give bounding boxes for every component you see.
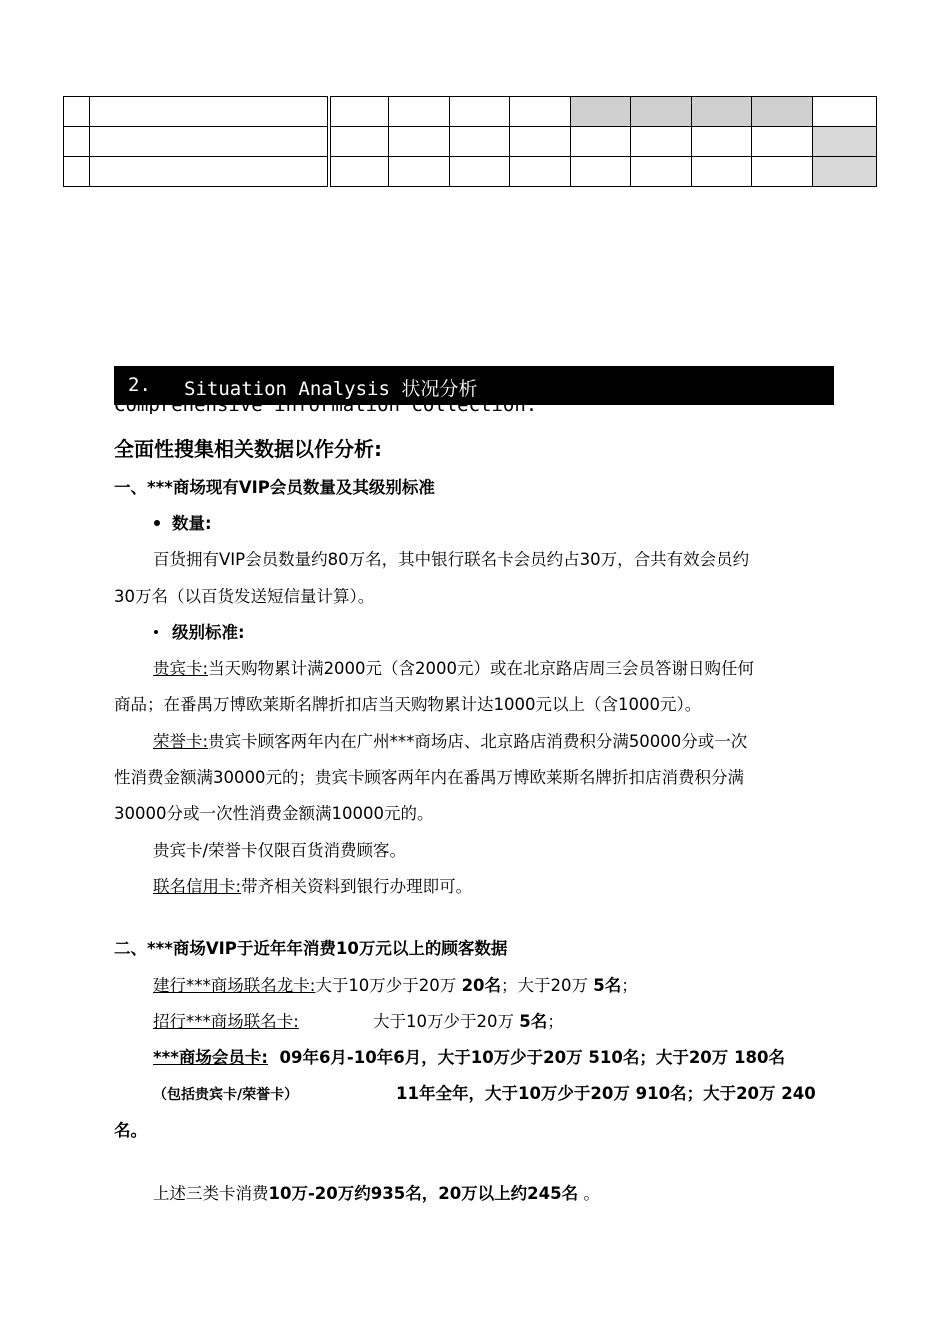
cmb-label: 招行***商场联名卡: [153, 1012, 299, 1031]
ccb-text-b: ；大于20万 [501, 976, 594, 995]
table-cell [510, 127, 571, 157]
table-cell [64, 157, 90, 187]
honor-line-1 [153, 731, 747, 753]
ccb-count-a: 20名 [461, 976, 502, 995]
table-cell-shaded [571, 97, 631, 127]
cobrand-label: 联名信用卡: [153, 877, 242, 896]
table-cell-shaded [813, 157, 877, 187]
bullet-icon [154, 630, 158, 634]
cmb-count-a: 5名 [519, 1012, 548, 1031]
summary-b: 10万-20万约935名，20万以上约245名 [268, 1184, 579, 1203]
ccb-count-b: 5名 [593, 976, 622, 995]
table-cell [450, 97, 510, 127]
table-cell [64, 127, 90, 157]
cobrand-line [153, 876, 472, 898]
level-item [154, 622, 245, 644]
table-cell [450, 127, 510, 157]
cobrand-text: 带齐相关资料到银行办理即可。 [241, 877, 473, 896]
summary-c: 。 [578, 1184, 600, 1203]
card-note: 贵宾卡/荣誉卡仅限百货消费顾客。 [153, 841, 407, 860]
table-cell [329, 127, 389, 157]
member-text-2: 11年全年，大于10万少于20万 910名；大于20万 240 [396, 1084, 816, 1103]
member-text-3: 名。 [114, 1121, 147, 1140]
summary-a: 上述三类卡消费 [153, 1184, 269, 1203]
level-label: 级别标准: [172, 623, 245, 642]
part1-heading: 一、***商场现有VIP会员数量及其级别标准 [114, 478, 435, 497]
honor-text-2: 性消费金额满30000元的；贵宾卡顾客两年内在番禺万博欧莱斯名牌折扣店消费积分满 [114, 768, 744, 787]
table-cell [450, 157, 510, 187]
member-line-1 [153, 1047, 785, 1069]
table-cell [64, 97, 90, 127]
cmb-end: ； [547, 1012, 564, 1031]
table-cell [631, 157, 692, 187]
table-cell [90, 157, 329, 187]
qty-text-2: 30万名（以百货发送短信量计算）。 [114, 587, 375, 606]
table-cell-shaded [631, 97, 692, 127]
honor-label: 荣誉卡: [153, 732, 209, 751]
qty-item [154, 513, 212, 535]
table-cell [510, 157, 571, 187]
honor-text-3: 30000分或一次性消费金额满10000元的。 [114, 804, 434, 823]
cmb-line [153, 1011, 564, 1033]
table-cell [631, 127, 692, 157]
table-cell [692, 157, 752, 187]
table-cell [389, 157, 450, 187]
bullet-icon [154, 520, 160, 526]
table-cell [510, 97, 571, 127]
table-cell [571, 127, 631, 157]
table-row [64, 97, 877, 127]
table-row [64, 157, 877, 187]
ccb-text-a: 大于10万少于20万 [315, 976, 462, 995]
cmb-text-a: 大于10万少于20万 [373, 1012, 520, 1031]
member-text-1: 09年6月-10年6月，大于10万少于20万 510名；大于20万 180名 [279, 1048, 785, 1067]
member-sub: （包括贵宾卡/荣誉卡） [153, 1087, 299, 1103]
gold-text-2: 商品；在番禺万博欧莱斯名牌折扣店当天购物累计达1000元以上（含1000元）。 [114, 695, 702, 714]
honor-text-1: 贵宾卡顾客两年内在广州***商场店、北京路店消费积分满50000分或一次 [208, 732, 748, 751]
summary-line [153, 1183, 600, 1205]
table-cell-shaded [813, 127, 877, 157]
gold-line-1 [153, 658, 754, 680]
part2-heading: 二、***商场VIP于近年年消费10万元以上的顾客数据 [114, 939, 508, 958]
ccb-end: ； [621, 976, 638, 995]
page-heading: 全面性搜集相关数据以作分析: [114, 437, 382, 461]
table-row [64, 127, 877, 157]
qty-text-1: 百货拥有VIP会员数量约80万名，其中银行联名卡会员约占30万，合共有效会员约 [153, 550, 750, 569]
section-title: Situation Analysis 状况分析 [184, 378, 478, 400]
section-number: 2. [128, 374, 151, 396]
table-cell [692, 127, 752, 157]
table-cell [90, 127, 329, 157]
ccb-label: 建行***商场联名龙卡: [153, 976, 316, 995]
qty-label: 数量: [172, 514, 212, 533]
table-cell [389, 127, 450, 157]
table-cell [90, 97, 329, 127]
data-table [63, 96, 877, 187]
member-label: ***商场会员卡: [153, 1048, 268, 1067]
section-header-bar [114, 366, 834, 405]
gold-label: 贵宾卡: [153, 659, 209, 678]
table-cell-shaded [752, 97, 813, 127]
table-cell [329, 97, 389, 127]
table-cell [389, 97, 450, 127]
table-cell [752, 127, 813, 157]
table-cell [752, 157, 813, 187]
table-cell [571, 157, 631, 187]
ccb-line [153, 975, 638, 997]
table-cell [329, 157, 389, 187]
table-cell [813, 97, 877, 127]
gold-text-1: 当天购物累计满2000元（含2000元）或在北京路店周三会员答谢日购任何 [208, 659, 755, 678]
table-cell-shaded [692, 97, 752, 127]
